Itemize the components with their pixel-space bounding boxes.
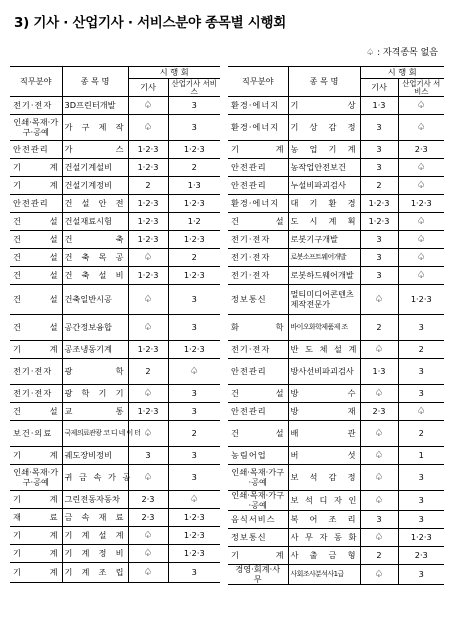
cell-engineer: ♤ <box>360 421 398 447</box>
table-row <box>228 213 444 231</box>
cell-engineer: 2 <box>128 177 168 195</box>
table-row <box>228 267 444 285</box>
cell-item: 광 학 <box>62 359 128 385</box>
table-row <box>228 97 444 115</box>
cell-field: 안전관리 <box>228 359 288 385</box>
cell-industrial: 3 <box>168 447 220 465</box>
cell-industrial: 1·2·3 <box>168 527 220 545</box>
cell-field: 건 설 <box>10 213 62 231</box>
header-engineer: 기사 <box>360 79 398 97</box>
cell-engineer: ♤ <box>128 421 168 447</box>
cell-engineer: ♤ <box>128 285 168 315</box>
table-row <box>10 403 220 421</box>
cell-industrial: 3 <box>398 491 444 511</box>
cell-item: 바이오화학제품제 조 <box>288 315 360 341</box>
cell-field: 인쇄·목재·가구·공예 <box>228 491 288 511</box>
cell-engineer: 3 <box>360 267 398 285</box>
cell-field: 재 료 <box>10 509 62 527</box>
cell-industrial: ♤ <box>398 249 444 267</box>
cell-industrial: 1·2·3 <box>168 267 220 285</box>
cell-item: 복 어 조 리 <box>288 511 360 529</box>
cell-field: 안전관리 <box>228 159 288 177</box>
page-title: 3) 기사 · 산업기사 · 서비스분야 종목별 시행회 <box>14 15 287 31</box>
cell-item: 기 상 <box>288 97 360 115</box>
cell-engineer: 1·2·3 <box>128 341 168 359</box>
cell-item: 로봇하드웨어개발 <box>288 267 360 285</box>
cell-engineer: 2·3 <box>128 509 168 527</box>
cell-item: 사 무 자 동 화 <box>288 529 360 547</box>
cell-industrial: 3 <box>168 563 220 583</box>
cell-industrial: 3 <box>168 385 220 403</box>
cell-engineer: ♤ <box>128 315 168 341</box>
cell-field: 기 계 <box>10 491 62 509</box>
left-table <box>10 66 220 583</box>
cell-item: 건 축 설 비 <box>62 267 128 285</box>
cell-field: 전기·전자 <box>10 97 62 115</box>
cell-engineer: 1·2·3 <box>128 267 168 285</box>
cell-item: 건설기계정비 <box>62 177 128 195</box>
cell-engineer: 1·2·3 <box>128 213 168 231</box>
cell-engineer: 1·3 <box>360 97 398 115</box>
cell-industrial: 3 <box>398 511 444 529</box>
cell-field: 안전관리 <box>10 141 62 159</box>
cell-industrial: ♤ <box>398 159 444 177</box>
cell-industrial: 1 <box>398 447 444 465</box>
cell-item: 국제의료관광 코 디 네 이 터 <box>62 421 128 447</box>
table-row <box>228 195 444 213</box>
cell-industrial: 2 <box>398 341 444 359</box>
table-row <box>228 547 444 565</box>
cell-industrial: 3 <box>398 385 444 403</box>
table-row <box>10 267 220 285</box>
table-row <box>10 141 220 159</box>
cell-field: 안전관리 <box>10 195 62 213</box>
table-row <box>10 491 220 509</box>
table-row <box>228 249 444 267</box>
cell-engineer: ♤ <box>360 565 398 585</box>
cell-industrial: 2·3 <box>398 547 444 565</box>
cell-field: 건 설 <box>10 249 62 267</box>
cell-engineer: ♤ <box>360 529 398 547</box>
cell-item: 농작업안전보건 <box>288 159 360 177</box>
cell-industrial: 3 <box>398 465 444 491</box>
header-industrial: 산업기사 서비스 <box>398 79 444 97</box>
cell-industrial: ♤ <box>398 403 444 421</box>
table-row <box>10 115 220 141</box>
cell-item: 기 계 조 립 <box>62 563 128 583</box>
cell-field: 환경·에너지 <box>228 115 288 141</box>
cell-item: 건 설 안 전 <box>62 195 128 213</box>
schedule-tables <box>10 66 444 624</box>
cell-engineer: 2 <box>360 315 398 341</box>
cell-item: 가 구 제 작 <box>62 115 128 141</box>
cell-field: 기 계 <box>10 527 62 545</box>
cell-industrial: 1·2·3 <box>168 341 220 359</box>
table-row <box>10 285 220 315</box>
cell-item: 방사선비파괴검사 <box>288 359 360 385</box>
cell-field: 건 설 <box>10 403 62 421</box>
cell-field: 기 계 <box>228 547 288 565</box>
cell-industrial: ♤ <box>398 97 444 115</box>
cell-field: 환경·에너지 <box>228 195 288 213</box>
header-schedule: 시 행 회 <box>360 67 444 79</box>
cell-item: 궤도장비정비 <box>62 447 128 465</box>
cell-industrial: 3 <box>168 97 220 115</box>
cell-field: 전기·전자 <box>228 341 288 359</box>
cell-engineer: 3 <box>128 447 168 465</box>
cell-item: 기 계 설 계 <box>62 527 128 545</box>
table-row <box>10 385 220 403</box>
cell-industrial: ♤ <box>398 115 444 141</box>
table-row <box>228 385 444 403</box>
cell-field: 건 설 <box>228 421 288 447</box>
cell-industrial: 3 <box>398 565 444 585</box>
cell-item: 버 섯 <box>288 447 360 465</box>
cell-field: 건 설 <box>10 267 62 285</box>
cell-engineer: 3 <box>360 141 398 159</box>
table-row <box>10 527 220 545</box>
table-row <box>10 159 220 177</box>
cell-industrial: 3 <box>398 315 444 341</box>
table-row <box>10 447 220 465</box>
cell-engineer: 1·2·3 <box>128 141 168 159</box>
cell-item: 보 석 디 자 인 <box>288 491 360 511</box>
cell-field: 안전관리 <box>228 403 288 421</box>
cell-item: 금 속 재 료 <box>62 509 128 527</box>
cell-engineer: 2 <box>128 359 168 385</box>
cell-field: 안전관리 <box>228 177 288 195</box>
table-row <box>228 447 444 465</box>
table-row <box>228 341 444 359</box>
cell-industrial: 2·3 <box>398 141 444 159</box>
cell-industrial: ♤ <box>398 177 444 195</box>
cell-industrial: ♤ <box>168 359 220 385</box>
cell-item: 사회조사분석사1급 <box>288 565 360 585</box>
table-row <box>228 529 444 547</box>
table-row <box>228 141 444 159</box>
cell-field: 기 계 <box>10 545 62 563</box>
cell-field: 환경·에너지 <box>228 97 288 115</box>
cell-engineer: ♤ <box>128 527 168 545</box>
cell-engineer: ♤ <box>360 447 398 465</box>
table-row <box>10 509 220 527</box>
cell-engineer: ♤ <box>360 491 398 511</box>
cell-item: 기 상 감 정 <box>288 115 360 141</box>
cell-item: 배 관 <box>288 421 360 447</box>
header-industrial: 산업기사 서비스 <box>168 79 220 97</box>
cell-field: 정보통신 <box>228 529 288 547</box>
cell-item: 건 축 목 공 <box>62 249 128 267</box>
table-row <box>10 97 220 115</box>
cell-industrial: 1·2·3 <box>168 545 220 563</box>
cell-item: 사 출 금 형 <box>288 547 360 565</box>
cell-field: 기 계 <box>228 141 288 159</box>
cell-industrial: 3 <box>168 315 220 341</box>
cell-engineer: 1·2·3 <box>360 195 398 213</box>
cell-item: 로봇소프트웨어개발 <box>288 249 360 267</box>
cell-item: 건설재료시험 <box>62 213 128 231</box>
cell-engineer: ♤ <box>360 285 398 315</box>
table-row <box>228 511 444 529</box>
cell-field: 인쇄·목재·가구·공예 <box>10 465 62 491</box>
cell-field: 화 학 <box>228 315 288 341</box>
table-row <box>228 403 444 421</box>
table-row <box>10 563 220 583</box>
cell-item: 그린전동자동차 <box>62 491 128 509</box>
table-row <box>10 545 220 563</box>
table-row <box>228 177 444 195</box>
legend: ♤ : 자격종목 없음 <box>366 48 438 58</box>
cell-item: 로봇기구개발 <box>288 231 360 249</box>
cell-industrial: 2 <box>168 159 220 177</box>
cell-industrial: 1·2·3 <box>168 231 220 249</box>
cell-item: 공조냉동기계 <box>62 341 128 359</box>
cell-field: 인쇄·목재·가구·공예 <box>10 115 62 141</box>
cell-engineer: 3 <box>360 115 398 141</box>
table-row <box>228 421 444 447</box>
table-row <box>10 195 220 213</box>
table-row <box>228 285 444 315</box>
cell-field: 전기·전자 <box>10 385 62 403</box>
table-row <box>10 315 220 341</box>
cell-field: 전기·전자 <box>228 249 288 267</box>
cell-industrial: 2 <box>398 421 444 447</box>
header-field: 직무분야 <box>228 67 288 97</box>
cell-field: 인쇄·목재·가구·공예 <box>228 465 288 491</box>
cell-field: 보건·의료 <box>10 421 62 447</box>
cell-industrial: 1·2·3 <box>168 141 220 159</box>
cell-item: 3D프린터개발 <box>62 97 128 115</box>
cell-item: 건 축 <box>62 231 128 249</box>
cell-engineer: 2 <box>360 177 398 195</box>
cell-industrial: 3 <box>398 359 444 385</box>
cell-engineer: ♤ <box>128 563 168 583</box>
cell-item: 누설비파괴검사 <box>288 177 360 195</box>
cell-engineer: 3 <box>360 249 398 267</box>
cell-item: 방 수 <box>288 385 360 403</box>
cell-field: 기 계 <box>10 341 62 359</box>
table-row <box>10 213 220 231</box>
cell-engineer: ♤ <box>128 249 168 267</box>
cell-industrial: 1·2·3 <box>398 529 444 547</box>
cell-engineer: ♤ <box>128 465 168 491</box>
cell-field: 기 계 <box>10 159 62 177</box>
table-row <box>10 231 220 249</box>
cell-engineer: ♤ <box>128 97 168 115</box>
cell-item: 가 스 <box>62 141 128 159</box>
table-row <box>10 465 220 491</box>
cell-industrial: 3 <box>168 403 220 421</box>
header-schedule: 시 행 회 <box>128 67 220 79</box>
cell-field: 전기·전자 <box>228 231 288 249</box>
cell-industrial: 1·3 <box>168 177 220 195</box>
cell-item: 방 재 <box>288 403 360 421</box>
right-table <box>228 66 444 585</box>
cell-field: 전기·전자 <box>10 359 62 385</box>
cell-engineer: 1·2·3 <box>128 403 168 421</box>
table-row <box>10 421 220 447</box>
cell-field: 전기·전자 <box>228 267 288 285</box>
table-row <box>228 491 444 511</box>
table-row <box>10 249 220 267</box>
table-row <box>10 177 220 195</box>
cell-item: 대 기 환 경 <box>288 195 360 213</box>
cell-field: 건 설 <box>10 231 62 249</box>
cell-engineer: 2·3 <box>360 403 398 421</box>
cell-engineer: 3 <box>360 511 398 529</box>
cell-item: 광 학 기 기 <box>62 385 128 403</box>
cell-engineer: 2 <box>360 547 398 565</box>
table-row <box>228 159 444 177</box>
cell-engineer: 3 <box>360 231 398 249</box>
cell-industrial: 1·2·3 <box>168 509 220 527</box>
cell-engineer: ♤ <box>360 341 398 359</box>
cell-field: 기 계 <box>10 563 62 583</box>
cell-industrial: 2 <box>168 421 220 447</box>
cell-item: 도 시 계 획 <box>288 213 360 231</box>
header-field: 직무분야 <box>10 67 62 97</box>
cell-engineer: ♤ <box>360 465 398 491</box>
cell-engineer: 1·2·3 <box>128 231 168 249</box>
cell-industrial: 3 <box>168 465 220 491</box>
cell-item: 보 석 감 정 <box>288 465 360 491</box>
cell-engineer: 1·2·3 <box>128 159 168 177</box>
cell-engineer: ♤ <box>360 385 398 403</box>
cell-field: 기 계 <box>10 447 62 465</box>
cell-item: 건설기계설비 <box>62 159 128 177</box>
cell-industrial: ♤ <box>168 491 220 509</box>
cell-field: 건 설 <box>10 315 62 341</box>
cell-engineer: ♤ <box>128 115 168 141</box>
cell-engineer: 1·2·3 <box>128 195 168 213</box>
cell-industrial: ♤ <box>398 267 444 285</box>
cell-field: 음식서비스 <box>228 511 288 529</box>
table-row <box>228 315 444 341</box>
cell-field: 건 설 <box>10 285 62 315</box>
cell-field: 건 설 <box>228 385 288 403</box>
cell-engineer: 2·3 <box>128 491 168 509</box>
cell-field: 농림어업 <box>228 447 288 465</box>
cell-engineer: 3 <box>360 159 398 177</box>
table-row <box>228 359 444 385</box>
cell-engineer: ♤ <box>128 385 168 403</box>
cell-industrial: 1·2·3 <box>398 285 444 315</box>
cell-field: 건 설 <box>228 213 288 231</box>
table-row <box>10 341 220 359</box>
cell-engineer: ♤ <box>128 545 168 563</box>
table-row <box>228 115 444 141</box>
cell-item: 건축일반시공 <box>62 285 128 315</box>
cell-industrial: 1·2·3 <box>398 195 444 213</box>
cell-industrial: 3 <box>168 115 220 141</box>
cell-item: 멀티미디어콘텐츠제작전문가 <box>288 285 360 315</box>
table-row <box>228 465 444 491</box>
cell-industrial: ♤ <box>398 231 444 249</box>
cell-industrial: 1·2·3 <box>168 195 220 213</box>
cell-item: 귀 금 속 가 공 <box>62 465 128 491</box>
table-row <box>228 565 444 585</box>
header-item: 종 목 명 <box>288 67 360 97</box>
cell-industrial: 3 <box>168 285 220 315</box>
cell-engineer: 1·3 <box>360 359 398 385</box>
header-engineer: 기사 <box>128 79 168 97</box>
cell-industrial: 1·2 <box>168 213 220 231</box>
cell-field: 기 계 <box>10 177 62 195</box>
table-row <box>10 359 220 385</box>
cell-item: 공간정보융합 <box>62 315 128 341</box>
cell-field: 경영·회계·사 무 <box>228 565 288 585</box>
cell-item: 기 계 정 비 <box>62 545 128 563</box>
cell-industrial: 2 <box>168 249 220 267</box>
cell-item: 교 통 <box>62 403 128 421</box>
cell-engineer: 1·2·3 <box>360 213 398 231</box>
cell-item: 반 도 체 설 계 <box>288 341 360 359</box>
table-row <box>228 231 444 249</box>
header-item: 종 목 명 <box>62 67 128 97</box>
cell-industrial: ♤ <box>398 213 444 231</box>
cell-field: 정보통신 <box>228 285 288 315</box>
cell-item: 농 업 기 계 <box>288 141 360 159</box>
